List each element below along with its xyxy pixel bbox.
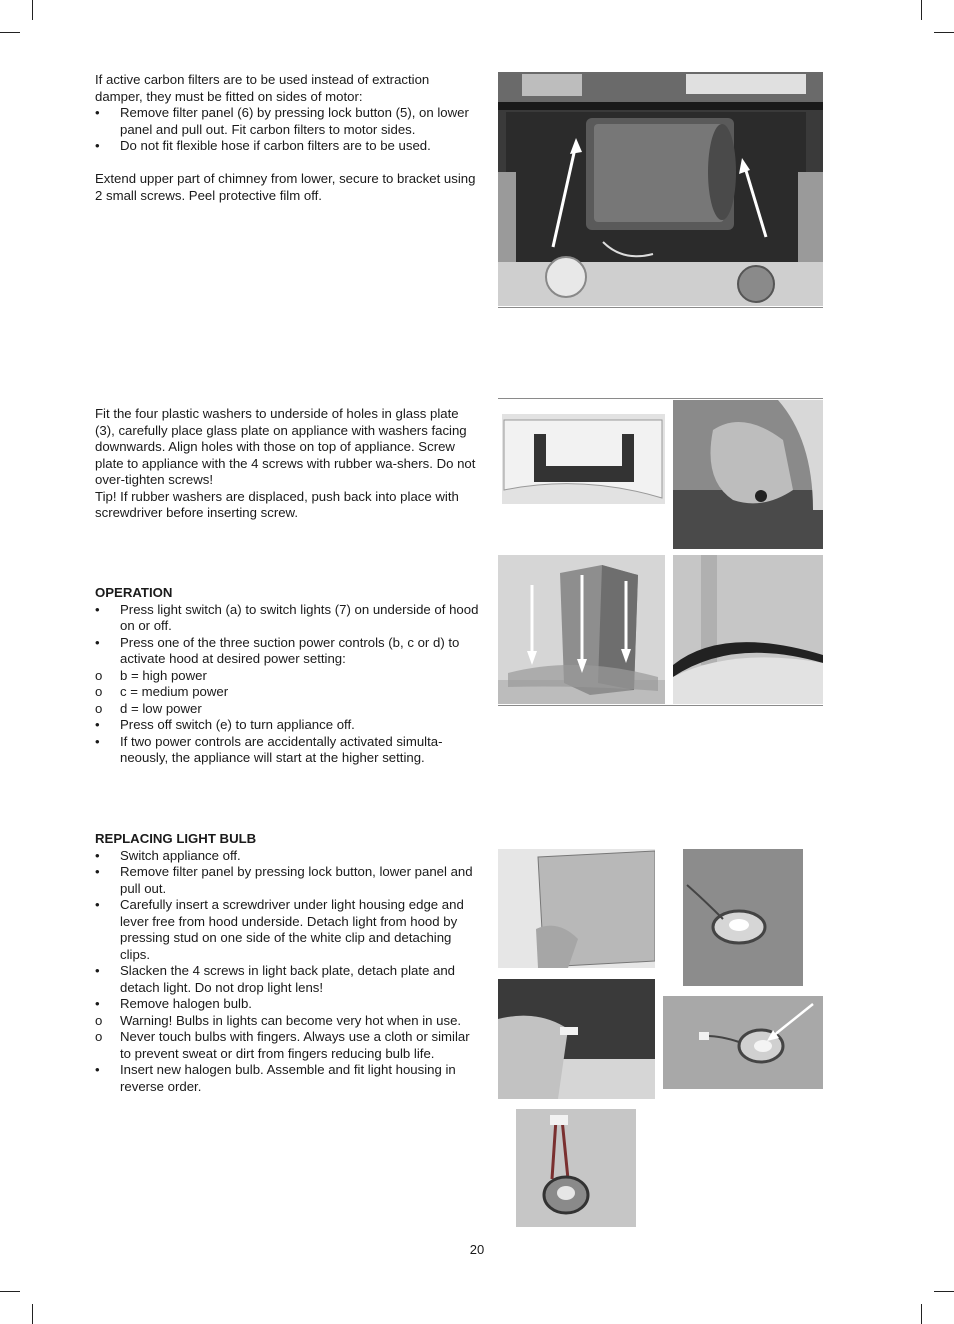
operation-heading: OPERATION	[95, 585, 173, 600]
crop-mark	[32, 0, 33, 20]
crop-mark	[0, 32, 20, 33]
list-item-text: Warning! Bulbs in lights can become very hot when in use.	[120, 1012, 462, 1028]
motor-carbon-filter-photo	[498, 72, 823, 306]
list-item: • Carefully insert a screwdriver under light housing edge and lever free from hood underside. Detach light from hood by pressing stud on one side of the white clip and detaching clips.	[95, 897, 464, 962]
light-bulb-section	[95, 831, 480, 1095]
glass-plate-tip: Tip! If rubber washers are displaced, push back into place with screwdriver before inserting screw.	[95, 488, 459, 520]
chimney-instruction: Extend upper part of chimney from lower, secure to bracket using 2 small screws. Peel protective film off.	[95, 171, 476, 203]
list-item: • Remove filter panel (6) by pressing lock button (5), on lower panel and pull out. Fit carbon filters to motor sides.	[95, 105, 469, 137]
carbon-filter-section	[95, 72, 480, 204]
divider	[498, 705, 823, 706]
detach-light-photo	[498, 979, 655, 1099]
list-item-text: Insert new halogen bulb. Assemble and fit light housing in reverse order.	[120, 1062, 456, 1094]
list-item-text: Carefully insert a screwdriver under light housing edge and lever free from hood underside. Detach light from hood by pressing stud on one side of the white clip and detaching clips.	[120, 897, 464, 962]
light-bulb-list	[95, 848, 480, 1096]
list-item: • Switch appliance off.	[95, 847, 241, 863]
hand-washer-photo	[673, 400, 823, 549]
list-item-text: Switch appliance off.	[120, 847, 241, 863]
light-assembly-photo	[516, 1109, 636, 1227]
carbon-filter-intro: If active carbon filters are to be used instead of extraction damper, they must be fitted on sides of motor:	[95, 72, 430, 104]
light-housing-photo	[683, 849, 803, 986]
crop-mark	[921, 1304, 922, 1324]
list-item: • Do not fit flexible hose if carbon filters are to be used.	[95, 138, 431, 153]
crop-mark	[934, 32, 954, 33]
list-item: • Remove halogen bulb.	[95, 996, 252, 1011]
list-item-text: Do not fit flexible hose if carbon filters are to be used.	[120, 138, 431, 153]
divider	[498, 307, 823, 308]
list-item: • Press light switch (a) to switch lights (7) on underside of hood on or off.	[95, 601, 479, 633]
operation-section	[95, 585, 480, 767]
list-item: o b = high power	[95, 667, 207, 683]
list-item-text: Remove halogen bulb.	[120, 996, 252, 1011]
list-item-text: Press one of the three suction power controls (b, c or d) to activate hood at desired power setting:	[120, 634, 460, 666]
glass-plate-photo	[502, 414, 665, 504]
carbon-filter-list	[95, 105, 480, 155]
list-item-text: b = high power	[120, 667, 207, 683]
list-item-text: d = low power	[120, 700, 202, 716]
list-item: • If two power controls are accidentally activated simulta-neously, the appliance will start at the higher setting.	[95, 733, 443, 765]
list-item: • Insert new halogen bulb. Assemble and fit light housing in reverse order.	[95, 1062, 456, 1094]
light-bulb-heading: REPLACING LIGHT BULB	[95, 831, 257, 846]
list-item-text: c = medium power	[120, 684, 229, 699]
list-item: • Press off switch (e) to turn appliance off.	[95, 717, 355, 732]
list-item-text: Never touch bulbs with fingers. Always use a cloth or similar to prevent sweat or dirt from fingers reducing bulb life.	[120, 1029, 470, 1061]
list-item: o Warning! Bulbs in lights can become very hot when in use.	[95, 1012, 462, 1028]
operation-list	[95, 602, 480, 767]
page-number: 20	[469, 1242, 485, 1257]
crop-mark	[921, 0, 922, 20]
list-item: o c = medium power	[95, 684, 229, 699]
chimney-assembly-photo	[498, 555, 665, 704]
halogen-bulb-photo	[663, 996, 823, 1089]
crop-mark	[32, 1304, 33, 1324]
crop-mark	[0, 1291, 20, 1292]
list-item-text: Press off switch (e) to turn appliance off.	[120, 717, 355, 732]
list-item: o Never touch bulbs with fingers. Always use a cloth or similar to prevent sweat or dirt from fingers reducing bulb life.	[95, 1029, 470, 1061]
list-item: • Remove filter panel by pressing lock button, lower panel and pull out.	[95, 864, 473, 896]
crop-mark	[934, 1291, 954, 1292]
list-item: o d = low power	[95, 700, 202, 716]
list-item-text: If two power controls are accidentally activated simulta-neously, the appliance will start at the higher setting.	[120, 733, 443, 765]
list-item-text: Remove filter panel (6) by pressing lock button (5), on lower panel and pull out. Fit carbon filters to motor sides.	[120, 105, 469, 137]
list-item-text: Press light switch (a) to switch lights (7) on underside of hood on or off.	[120, 601, 479, 633]
divider	[498, 398, 823, 399]
list-item: • Press one of the three suction power controls (b, c or d) to activate hood at desired power setting:	[95, 634, 460, 666]
glass-plate-instruction: Fit the four plastic washers to underside of holes in glass plate (3), carefully place glass plate on appliance with washers facing downwards. Align holes with those on top of appliance. Screw plate to appliance with the 4 screws with rubber wa-shers. Do not over-tighten screws!	[95, 406, 476, 487]
filter-panel-photo	[498, 849, 655, 968]
glass-plate-section	[95, 406, 480, 522]
list-item-text: Slacken the 4 screws in light back plate, detach plate and detach light. Do not drop light lens!	[120, 963, 456, 995]
list-item: • Slacken the 4 screws in light back plate, detach plate and detach light. Do not drop light lens!	[95, 963, 456, 995]
curved-glass-photo	[673, 555, 823, 704]
list-item-text: Remove filter panel by pressing lock button, lower panel and pull out.	[120, 864, 473, 896]
